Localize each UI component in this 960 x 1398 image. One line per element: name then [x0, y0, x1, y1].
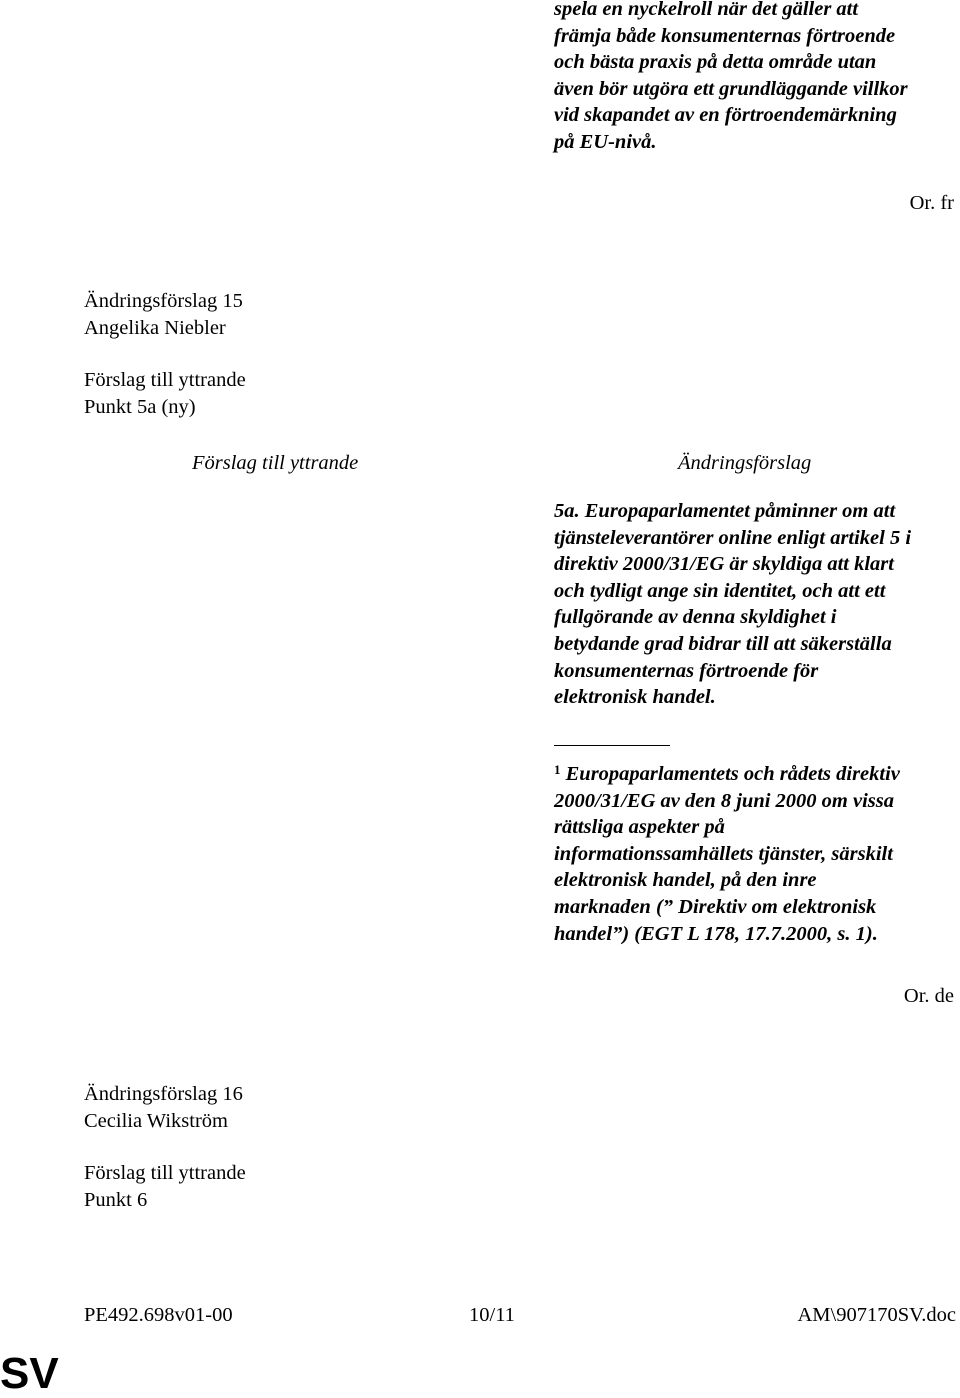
continuation-line: vid skapandet av en förtroendemärkning: [554, 104, 897, 127]
amendment-15-header: [84, 288, 246, 420]
amendment-15-text: [554, 498, 954, 711]
footnote-line: informationssamhällets tjänster, särskilt: [554, 842, 893, 865]
continuation-line: spela en nyckelroll när det gäller att: [554, 0, 859, 20]
amendment-doc-type: Förslag till yttrande: [84, 1162, 246, 1185]
footnote-line: marknaden (” Direktiv om elektronisk: [554, 895, 877, 918]
footnote-line: Europaparlamentets och rådets direktiv: [565, 763, 900, 785]
footnote-separator: [554, 745, 670, 746]
language-code: SV: [0, 1349, 59, 1398]
amendment-text-line: 5a. Europaparlamentet påminner om att: [554, 500, 896, 522]
footer-reference: PE492.698v01-00: [84, 1304, 233, 1326]
col-heading-left: Förslag till yttrande: [192, 452, 359, 474]
amendment-text-line: konsumenternas förtroende för: [554, 659, 819, 682]
amendment-text-line: elektronisk handel.: [554, 686, 716, 709]
amendment-point: Punkt 5a (ny): [84, 395, 196, 418]
amendment-number: Ändringsförslag 16: [84, 1083, 243, 1105]
original-language-fr: Or. fr: [909, 192, 954, 214]
footnote: [554, 761, 954, 947]
continuation-line: även bör utgöra ett grundläggande villkor: [554, 77, 908, 100]
original-language-de: Or. de: [903, 985, 954, 1007]
amendment-16-header: [84, 1081, 246, 1213]
amendment-point: Punkt 6: [84, 1188, 148, 1211]
footnote-line: rättsliga aspekter på: [554, 816, 725, 839]
footnote-marker: 1: [554, 762, 561, 777]
amendment-text-line: direktiv 2000/31/EG är skyldiga att klart: [554, 553, 894, 576]
footer-file-name: AM\907170SV.doc: [797, 1304, 956, 1326]
amendment-text-line: och tydligt ange sin identitet, och att ett: [554, 579, 886, 602]
amendment-author: Cecilia Wikström: [84, 1109, 228, 1132]
footnote-line: handel”) (EGT L 178, 17.7.2000, s. 1).: [554, 922, 878, 945]
continuation-line: och bästa praxis på detta område utan: [554, 51, 877, 74]
amendment-number: Ändringsförslag 15: [84, 290, 243, 312]
amendment-text-line: fullgörande av denna skyldighet i: [554, 606, 837, 629]
footer-page-number: 10/11: [469, 1304, 515, 1326]
col-heading-right: Ändringsförslag: [678, 452, 812, 474]
continuation-line: främja både konsumenternas förtroende: [554, 24, 896, 47]
footnote-line: 2000/31/EG av den 8 juni 2000 om vissa: [554, 789, 894, 812]
footnote-line: elektronisk handel, på den inre: [554, 869, 817, 892]
amendment-author: Angelika Niebler: [84, 316, 226, 339]
continuation-text: [554, 0, 954, 156]
amendment-text-line: tjänsteleverantörer online enligt artikel 5 i: [554, 526, 912, 549]
continuation-line: på EU-nivå.: [554, 130, 657, 153]
amendment-text-line: betydande grad bidrar till att säkerställa: [554, 632, 892, 655]
amendment-doc-type: Förslag till yttrande: [84, 369, 246, 392]
